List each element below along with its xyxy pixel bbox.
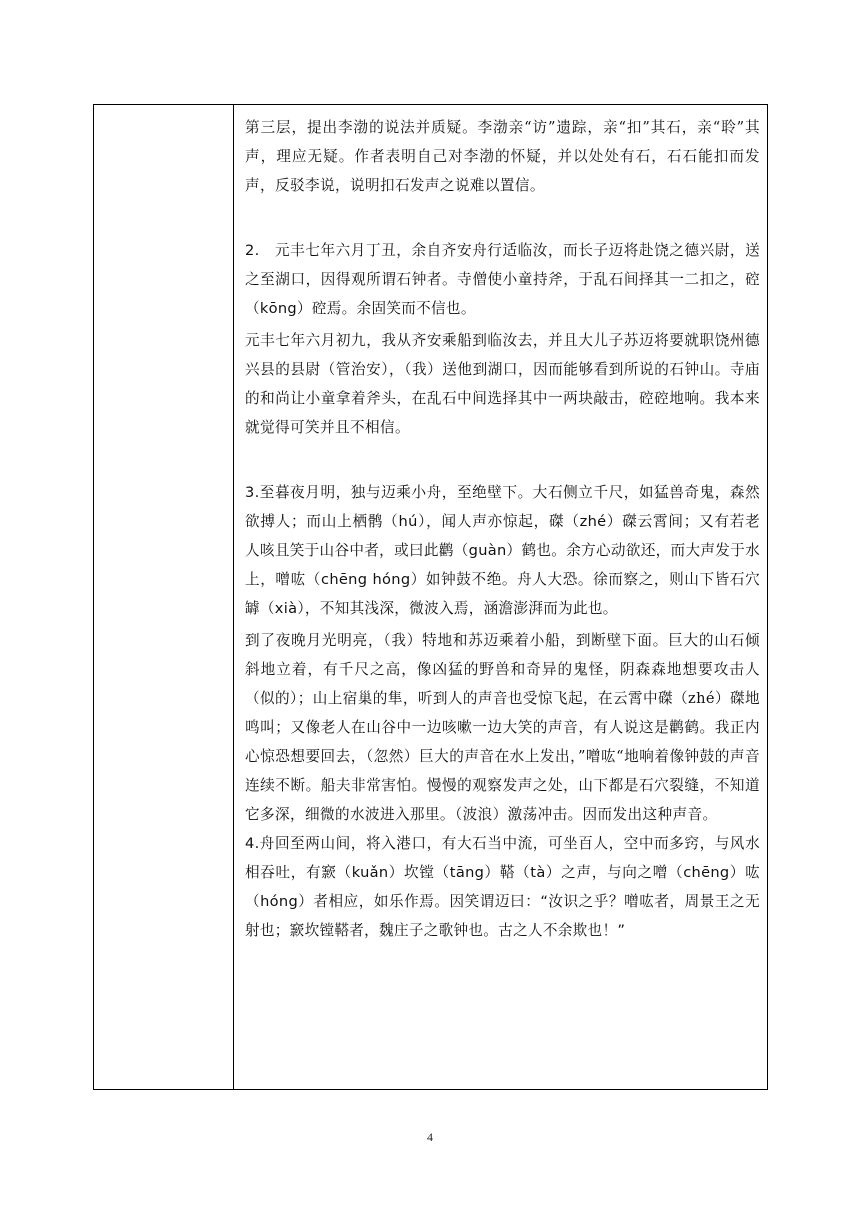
original-text-2: 2. 元丰七年六月丁丑，余自齐安舟行适临汝，而长子迈将赴饶之德兴尉，送之至湖口，因得观所谓石钟者。寺僧使小童持斧，于乱石间择其一二扣之，硿（kōng）硿焉。余固笑而不信也。 bbox=[245, 242, 760, 318]
page-number: 4 bbox=[427, 1130, 433, 1144]
original-text-3: 3.至暮夜月明，独与迈乘小舟，至绝壁下。大石侧立千尺，如猛兽奇鬼，森然欲搏人；而山上栖鹘（hú），闻人声亦惊起，磔（zhé）磔云霄间；又有若老人咳且笑于山谷中者，或曰此鹳（guàn）鹤也。余方心动欲还，而大声发于水上，噌吰（chēng hóng）如钟鼓不绝。舟人大恐。徐而察之，则山下皆石穴罅（xià），不知其浅深，微波入焉，涵澹澎湃而为此也。 bbox=[245, 483, 760, 618]
original-text-4: 4.舟回至两山间，将入港口，有大石当中流，可坐百人，空中而多窍，与风水相吞吐，有窾（kuǎn）坎镗（tāng）鞳（tà）之声，与向之噌（chēng）吰（hóng）者相应，如乐作焉。因笑谓迈曰：“汝识之乎？噌吰者，周景王之无射也；窾坎镗鞳者，魏庄子之歌钟也。古之人不余欺也！” bbox=[245, 834, 760, 940]
content-table bbox=[93, 104, 768, 1090]
intro-paragraph: 第三层，提出李渤的说法并质疑。李渤亲“访”遗踪，亲“扣”其石，亲“聆”其声，理应无疑。作者表明自己对李渤的怀疑，并以处处有石，石石能扣而发声，反驳李说，说明扣石发声之说难以置信。 bbox=[245, 119, 760, 194]
table-left-column bbox=[94, 105, 234, 1089]
table-content-cell bbox=[245, 113, 760, 945]
translation-text-2: 元丰七年六月初九，我从齐安乘船到临汝去，并且大儿子苏迈将要就职饶州德兴县的县尉（管治安），（我）送他到湖口，因而能够看到所说的石钟山。寺庙的和尚让小童拿着斧头，在乱石中间选择其中一两块敲击，硿硿地响。我本来就觉得可笑并且不相信。 bbox=[245, 331, 760, 436]
translation-text-3: 到了夜晚月光明亮，（我）特地和苏迈乘着小船，到断壁下面。巨大的山石倾斜地立着，有千尺之高，像凶猛的野兽和奇异的鬼怪，阴森森地想要攻击人（似的）；山上宿巢的隼，听到人的声音也受惊飞起，在云霄中磔（zhé）磔地鸣叫；又像老人在山谷中一边咳嗽一边大笑的声音，有人说这是鹳鹤。我正内心惊恐想要回去，（忽然）巨大的声音在水上发出，”噌吰“地响着像钟鼓的声音连续不断。船夫非常害怕。慢慢的观察发声之处，山下都是石穴裂缝，不知道它多深，细微的水波进入那里。（波浪）激荡冲击。因而发出这种声音。 bbox=[245, 631, 760, 823]
